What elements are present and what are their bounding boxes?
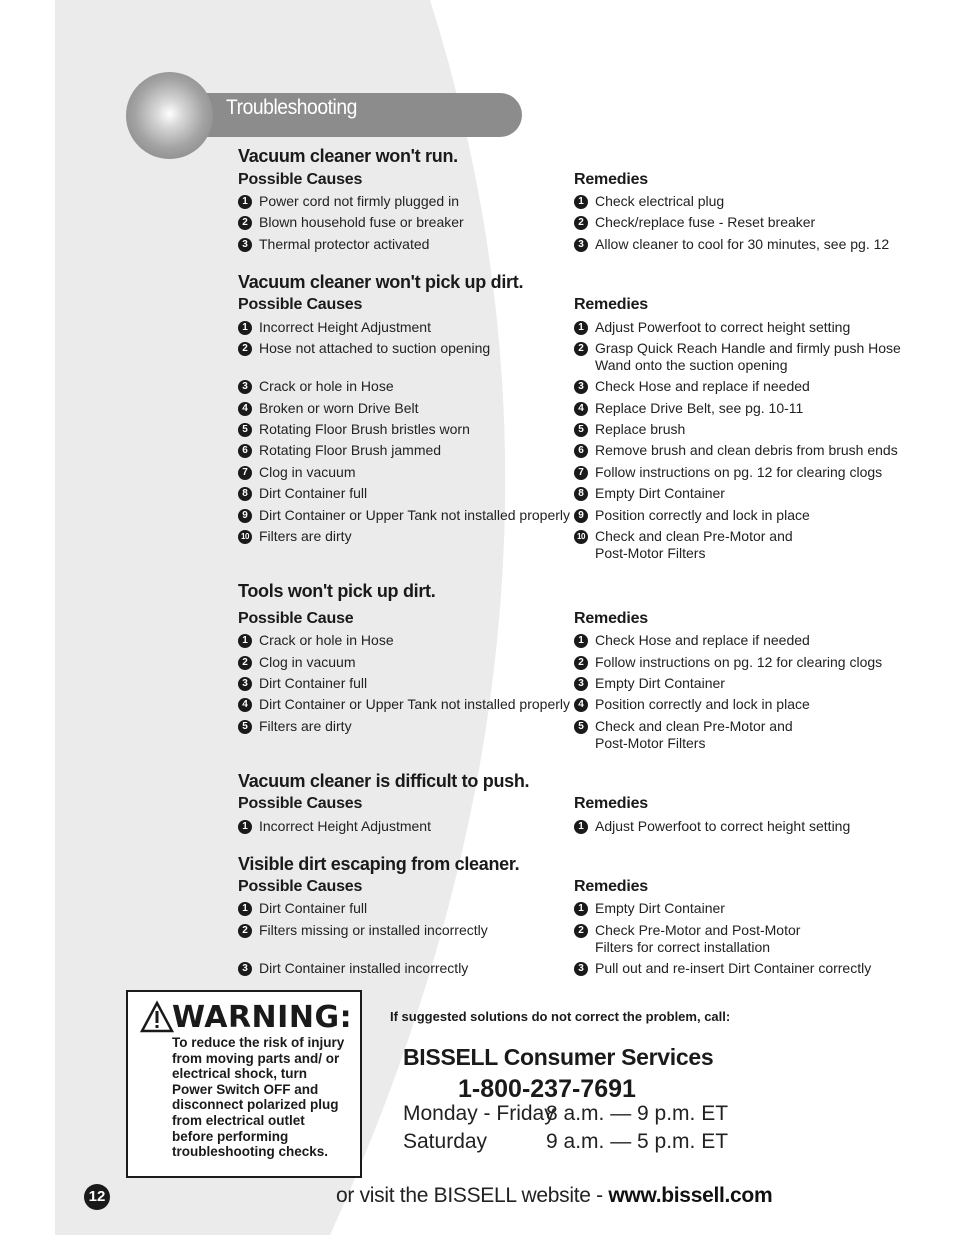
- cause-item: Dirt Container or Upper Tank not installed properly: [259, 507, 571, 523]
- remedies-heading: Remedies: [574, 171, 648, 188]
- remedy-item: Check Hose and replace if needed: [595, 632, 810, 648]
- warning-line: To reduce the risk of injury: [172, 1035, 345, 1050]
- remedy-item: Post-Motor Filters: [595, 735, 706, 751]
- warning-line: from moving parts and/ or: [172, 1050, 340, 1066]
- remedy-item: Pull out and re-insert Dirt Container correctly: [595, 960, 872, 976]
- section-title: Tools won't pick up dirt.: [238, 581, 436, 601]
- remedy-item: Empty Dirt Container: [595, 675, 725, 691]
- header-orb-icon: [126, 72, 213, 159]
- cause-number-badge: 2: [238, 656, 252, 670]
- remedy-item: Check Hose and replace if needed: [595, 378, 810, 394]
- causes-heading: Possible Causes: [238, 296, 363, 313]
- cause-number-badge: 4: [238, 402, 252, 416]
- cause-item: Blown household fuse or breaker: [259, 214, 464, 230]
- visit-text: or visit the BISSELL website -: [336, 1184, 609, 1207]
- hours-days: Saturday: [403, 1130, 488, 1153]
- cause-item: Dirt Container full: [259, 485, 368, 501]
- cause-number-badge: 1: [238, 195, 252, 209]
- remedy-number-badge: 1: [574, 195, 588, 209]
- remedy-number-badge: 6: [574, 444, 588, 458]
- remedy-item: Check and clean Pre-Motor and: [595, 718, 793, 734]
- causes-heading: Possible Cause: [238, 610, 354, 627]
- cause-item: Crack or hole in Hose: [259, 378, 394, 394]
- remedy-number-badge: 4: [574, 402, 588, 416]
- cause-item: Dirt Container full: [259, 675, 368, 691]
- remedy-item: Follow instructions on pg. 12 for clearing clogs: [595, 464, 883, 480]
- cause-item: Filters are dirty: [259, 528, 352, 544]
- section-title: Visible dirt escaping from cleaner.: [238, 854, 520, 874]
- remedy-number-badge: 7: [574, 466, 588, 480]
- cause-number-badge: 9: [238, 509, 252, 523]
- cause-number-badge: 5: [238, 720, 252, 734]
- hours-time: 8 a.m. — 9 p.m. ET: [546, 1102, 729, 1125]
- remedy-item: Allow cleaner to cool for 30 minutes, see pg. 12: [595, 236, 890, 252]
- website-link[interactable]: www.bissell.com: [608, 1184, 773, 1207]
- cause-number-badge: 2: [238, 924, 252, 938]
- remedy-number-badge: 3: [574, 380, 588, 394]
- causes-heading: Possible Causes: [238, 795, 363, 812]
- cause-item: Dirt Container installed incorrectly: [259, 960, 469, 976]
- causes-heading: Possible Causes: [238, 171, 363, 188]
- remedy-item: Adjust Powerfoot to correct height setting: [595, 818, 851, 834]
- phone-number: 1-800-237-7691: [458, 1075, 636, 1103]
- remedy-item: Post-Motor Filters: [595, 545, 706, 561]
- remedy-number-badge: 2: [574, 342, 588, 356]
- hours-time: 9 a.m. — 5 p.m. ET: [546, 1130, 729, 1153]
- remedies-heading: Remedies: [574, 795, 648, 812]
- remedy-number-badge: 3: [574, 677, 588, 691]
- cause-number-badge: 8: [238, 487, 252, 501]
- remedy-item: Empty Dirt Container: [595, 485, 725, 501]
- cause-number-badge: 1: [238, 820, 252, 834]
- warning-text: [172, 1035, 356, 1160]
- cause-number-badge: 3: [238, 677, 252, 691]
- cause-item: Incorrect Height Adjustment: [259, 319, 431, 335]
- remedy-number-badge: 2: [574, 924, 588, 938]
- remedies-heading: Remedies: [574, 878, 648, 895]
- remedy-item: Filters for correct installation: [595, 939, 771, 955]
- warning-title: WARNING:: [172, 1000, 353, 1035]
- remedy-item: Check/replace fuse - Reset breaker: [595, 214, 816, 230]
- remedy-number-badge: 3: [574, 238, 588, 252]
- remedy-item: Check Pre-Motor and Post-Motor: [595, 922, 801, 938]
- remedy-number-badge: 4: [574, 698, 588, 712]
- cause-item: Thermal protector activated: [259, 236, 430, 252]
- page-number: 12: [84, 1184, 110, 1210]
- remedy-number-badge: 2: [574, 216, 588, 230]
- remedy-item: Follow instructions on pg. 12 for clearing clogs: [595, 654, 883, 670]
- warning-line: before performing: [172, 1128, 289, 1144]
- remedy-item: Position correctly and lock in place: [595, 507, 810, 523]
- section-title: Vacuum cleaner won't pick up dirt.: [238, 272, 524, 292]
- remedy-number-badge: 5: [574, 423, 588, 437]
- page-title: Troubleshooting: [226, 96, 357, 119]
- warning-line: from electrical outlet: [172, 1112, 305, 1128]
- remedies-heading: Remedies: [574, 610, 648, 627]
- remedy-item: Check and clean Pre-Motor and: [595, 528, 793, 544]
- cause-number-badge: 2: [238, 216, 252, 230]
- remedy-number-badge: 1: [574, 321, 588, 335]
- cause-number-badge: 6: [238, 444, 252, 458]
- cause-number-badge: 7: [238, 466, 252, 480]
- remedy-item: Wand onto the suction opening: [595, 357, 788, 373]
- remedy-item: Check electrical plug: [595, 193, 725, 209]
- cause-number-badge: 5: [238, 423, 252, 437]
- cause-number-badge: 3: [238, 380, 252, 394]
- remedy-number-badge: 8: [574, 487, 588, 501]
- remedy-number-badge: 1: [574, 634, 588, 648]
- cause-item: Rotating Floor Brush jammed: [259, 442, 442, 458]
- cause-item: Rotating Floor Brush bristles worn: [259, 421, 470, 437]
- cause-item: Dirt Container or Upper Tank not installed properly: [259, 696, 571, 712]
- remedy-number-badge: 2: [574, 656, 588, 670]
- remedy-number-badge: 1: [574, 902, 588, 916]
- cause-item: Filters missing or installed incorrectly: [259, 922, 488, 938]
- cause-item: Dirt Container full: [259, 900, 368, 916]
- cause-item: Clog in vacuum: [259, 464, 356, 480]
- cause-item: Power cord not firmly plugged in: [259, 193, 459, 209]
- website-line: [336, 1184, 772, 1208]
- causes-heading: Possible Causes: [238, 878, 363, 895]
- remedy-item: Grasp Quick Reach Handle and firmly push Hose: [595, 340, 901, 356]
- cause-item: Filters are dirty: [259, 718, 352, 734]
- service-name: BISSELL Consumer Services: [403, 1044, 714, 1070]
- warning-triangle-icon: [140, 1000, 174, 1034]
- remedy-number-badge: 3: [574, 962, 588, 976]
- cause-number-badge: 3: [238, 238, 252, 252]
- remedy-number-badge: 1: [574, 820, 588, 834]
- cause-number-badge: 3: [238, 962, 252, 976]
- warning-line: disconnect polarized plug: [172, 1097, 339, 1113]
- contact-suggestion: If suggested solutions do not correct the problem, call:: [390, 1009, 731, 1024]
- cause-item: Crack or hole in Hose: [259, 632, 394, 648]
- remedy-item: Replace Drive Belt, see pg. 10-11: [595, 400, 804, 416]
- remedy-item: Replace brush: [595, 421, 686, 437]
- remedy-number-badge: 9: [574, 509, 588, 523]
- cause-item: Broken or worn Drive Belt: [259, 400, 419, 416]
- cause-number-badge: 10: [238, 530, 252, 544]
- warning-line: electrical shock, turn: [172, 1066, 308, 1082]
- remedy-item: Adjust Powerfoot to correct height setting: [595, 319, 851, 335]
- section-title: Vacuum cleaner won't run.: [238, 146, 458, 166]
- cause-number-badge: 1: [238, 634, 252, 648]
- remedy-item: Remove brush and clean debris from brush ends: [595, 442, 898, 458]
- remedy-item: Position correctly and lock in place: [595, 696, 810, 712]
- remedy-number-badge: 10: [574, 530, 588, 544]
- remedy-number-badge: 5: [574, 720, 588, 734]
- hours-days: Monday - Friday: [403, 1102, 555, 1125]
- cause-number-badge: 2: [238, 342, 252, 356]
- cause-number-badge: 4: [238, 698, 252, 712]
- remedies-heading: Remedies: [574, 296, 648, 313]
- section-title: Vacuum cleaner is difficult to push.: [238, 771, 530, 791]
- cause-item: Clog in vacuum: [259, 654, 356, 670]
- remedy-item: Empty Dirt Container: [595, 900, 725, 916]
- warning-line: troubleshooting checks.: [172, 1144, 329, 1160]
- cause-number-badge: 1: [238, 902, 252, 916]
- warning-line: Power Switch OFF and: [172, 1081, 319, 1097]
- cause-number-badge: 1: [238, 321, 252, 335]
- cause-item: Incorrect Height Adjustment: [259, 818, 431, 834]
- cause-item: Hose not attached to suction opening: [259, 340, 491, 356]
